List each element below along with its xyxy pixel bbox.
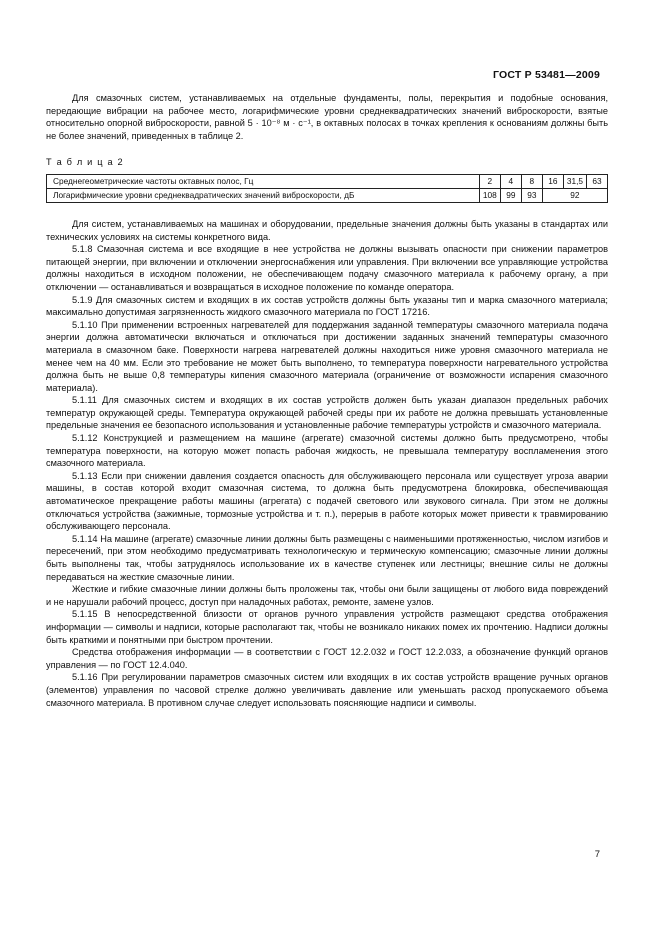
page-number: 7 [594, 849, 600, 860]
table-cell: 92 [542, 188, 607, 202]
paragraph-5-1-15: 5.1.15 В непосредственной близости от органов ручного управления устройств размещают средства отображения информации — символы и надписи, которые располагают так, чтобы не возникало никаких помех их прочтению. Надписи должны быть краткими и понятными при быстром прочтении. [46, 609, 608, 645]
table-row [47, 174, 608, 188]
paragraph: Для систем, устанавливаемых на машинах и оборудовании, предельные значения должны быть указаны в стандартах или технических условиях на системы конкретного вида. [46, 218, 608, 242]
paragraph: Средства отображения информации — в соответствии с ГОСТ 12.2.032 и ГОСТ 12.2.033, а обозначение функций органов управления — по ГОСТ 12.4.040. [46, 647, 608, 670]
table-label-frequencies: Среднегеометрические частоты октавных полос, Гц [47, 174, 480, 188]
paragraph-vibration-intro: Для смазочных систем, устанавливаемых на отдельные фундаменты, полы, перекрытия и подобные основания, передающие вибрации на рабочее место, логарифмические уровни среднеквадратических значений виброскорости, взятые относительно опорной виброскорости, равной 5 · 10⁻⁸ м · с⁻¹, в октавных полосах в точках крепления к основаниям должны быть не более значений, приведенных в таблице 2. [46, 93, 608, 141]
paragraph-5-1-10: 5.1.10 При применении встроенных нагревателей для поддержания заданной температуры смазочного материала подача энергии должна автоматически включаться и отключаться при достижении заданных значений температуры смазочного материала в смазочном баке. Поверхности нагрева нагревателей должны находиться ниже уровня смазочного материала не менее чем на 40 мм. Если это требование не может быть выполнено, то температура поверхности нагревательного устройства должна быть не выше 0,8 температуры кипения смазочного материала (ограничение от возможности испарения смазочного материала). [46, 319, 608, 393]
table-cell: 16 [542, 174, 563, 188]
table-cell: 4 [500, 174, 521, 188]
table-label-levels: Логарифмические уровни среднеквадратических значений виброскорости, дБ [47, 188, 480, 202]
vibration-table [46, 174, 608, 203]
paragraph-5-1-9: 5.1.9 Для смазочных систем и входящих в их состав устройств должны быть указаны тип и марка смазочного материала; максимально допустимая загрязненность жидкого смазочного материала по ГОСТ 17216. [46, 294, 608, 318]
paragraph-5-1-12: 5.1.12 Конструкцией и размещением на машине (агрегате) смазочной системы должно быть предусмотрено, чтобы температура поверхности, на которую может попасть рабочая жидкость, не превышала температуру воспламенения этого смазочного материала. [46, 433, 608, 469]
paragraph: Жесткие и гибкие смазочные линии должны быть проложены так, чтобы они были защищены от любого вида повреждений и не нарушали рабочий процесс, доступ при наладочных работах, ремонте, замене узлов. [46, 584, 608, 607]
document-header: ГОСТ Р 53481—2009 [492, 69, 600, 81]
page-content [46, 92, 608, 709]
table-cell: 99 [500, 188, 521, 202]
table-cell: 2 [479, 174, 500, 188]
paragraph-5-1-8: 5.1.8 Смазочная система и все входящие в нее устройства не должны вызывать опасности при снижении параметров питающей энергии, при включении и отключении энергоснабжения или управления. При включении все управляющие устройства должны находиться в исходном положении, не обеспечивающем подачу смазочного материала к рабочему органу, а при отключении — останавливаться и возвращаться в исходное положение по команде оператора. [46, 244, 608, 292]
table-cell: 31,5 [563, 174, 586, 188]
table-cell: 8 [521, 174, 542, 188]
paragraph-5-1-13: 5.1.13 Если при снижении давления создается опасность для обслуживающего персонала или существует угроза аварии машины, в состав которой входит смазочная система, то должна быть предусмотрена блокировка, обеспечивающая автоматическое прекращение работы машины (агрегата) с подачей светового или звукового сигнала. При этом не должны отключаться устройства (зажимные, тормозные устройства и т. п.), перерыв в работе которых может привести к травмированию обслуживающего персонала. [46, 470, 608, 532]
paragraph-5-1-16: 5.1.16 При регулировании параметров смазочных систем или входящих в их состав устройств вращение ручных органов (элементов) управления по часовой стрелке должно увеличивать давление или уменьшать расход пропускаемого объема смазочного материала. В противном случае следует использовать поясняющие надписи и символы. [46, 672, 608, 708]
paragraph-5-1-14: 5.1.14 На машине (агрегате) смазочные линии должны быть размещены с наименьшими протяженностью, числом изгибов и пересечений, при этом необходимо предусматривать технологическую и термическую компенсацию; смазочные линии должны быть выполнены так, чтобы затруднялось использование их в качестве ступенек или лестницы; внешние силы не должны передаваться на жесткие смазочные линии. [46, 533, 608, 582]
table-row [47, 188, 608, 202]
table-cell: 93 [521, 188, 542, 202]
table-cell: 108 [479, 188, 500, 202]
paragraph-5-1-11: 5.1.11 Для смазочных систем и входящих в их состав устройств должен быть указан диапазон предельных рабочих температур окружающей среды. Температура окружающей рабочей среды при их работе не должна превышать установленные предельные значения ее безопасного использования и установленные рабочие температуры устройств и смазочного материала. [46, 395, 608, 431]
table-caption: Т а б л и ц а 2 [46, 157, 124, 168]
table-cell: 63 [587, 174, 608, 188]
